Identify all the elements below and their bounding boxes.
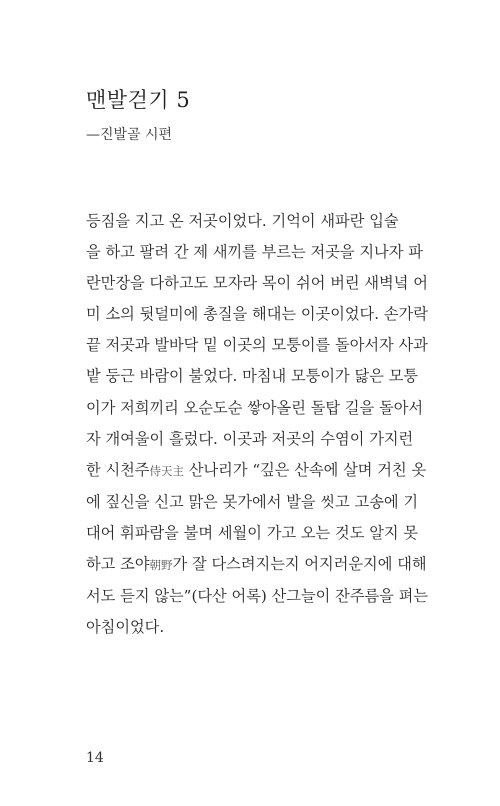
- poem-line: 에 짚신을 신고 맑은 못가에서 발을 씻고 고송에 기: [86, 492, 419, 511]
- poem-line: 서도 듣지 않는”(다산 어록) 산그늘이 잔주름을 펴는: [86, 587, 429, 606]
- poem-line: [86, 549, 426, 581]
- poem-body: [86, 206, 429, 643]
- poem-line: 이가 저희끼리 오순도순 쌓아올린 돌탑 길을 돌아서: [86, 398, 424, 417]
- line-text: 가 잘 다스려지는지 어지러운지에 대해: [172, 555, 427, 574]
- line-text: 한 시천주: [86, 460, 150, 479]
- line-text: 하고 조야: [86, 555, 150, 574]
- page-number: 14: [86, 750, 104, 766]
- poem-line: 아침이었다.: [86, 618, 165, 637]
- line-text: 산나리가 “깊은 산속에 살며 거친 옷: [184, 460, 427, 479]
- hanja-gloss: 侍天主: [149, 463, 185, 478]
- poem-line: 자 개여울이 흘렀다. 이곳과 저곳의 수염이 가지런: [86, 429, 414, 448]
- poem-line: 을 하고 팔려 간 제 새끼를 부르는 저곳을 지나자 파: [86, 243, 423, 262]
- poem-line: 란만장을 다하고도 모자라 목이 쉬어 버린 새벽녘 어: [86, 274, 428, 293]
- poem-title: 맨발걷기 5: [86, 88, 191, 112]
- poem-line: 미 소의 뒷덜미에 총질을 해대는 이곳이었다. 손가락: [86, 305, 428, 324]
- poem-line: [86, 455, 426, 487]
- hanja-gloss: 朝野: [149, 558, 173, 573]
- poem-line: 대어 휘파람을 불며 세월이 가고 오는 것도 알지 못: [86, 523, 419, 542]
- poem-line: 끝 저곳과 발바닥 밑 이곳의 모퉁이를 돌아서자 사과: [86, 336, 428, 355]
- poem-line: 등짐을 지고 온 저곳이었다. 기억이 새파란 입술: [86, 212, 399, 230]
- poem-subtitle: —진발골 시편: [86, 127, 173, 143]
- poem-line: 밭 둥근 바람이 불었다. 마침내 모퉁이가 닳은 모퉁: [86, 367, 419, 386]
